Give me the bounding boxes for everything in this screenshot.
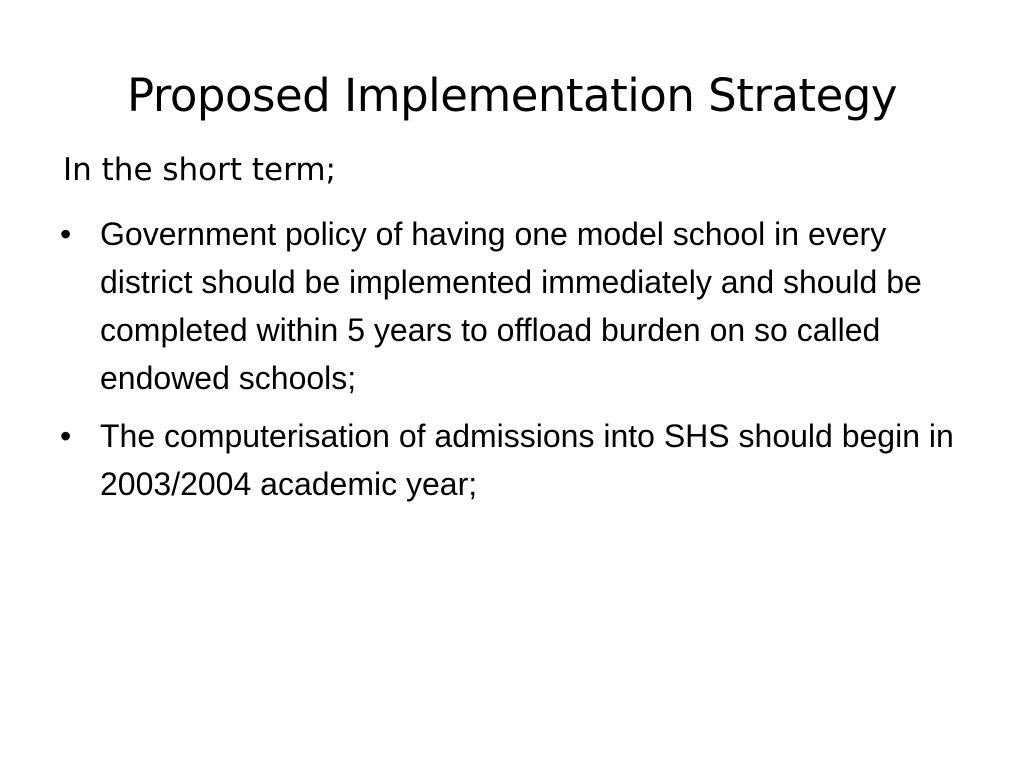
bullet-text: The computerisation of admissions into SHS should begin in 2003/2004 academic year; <box>100 418 954 502</box>
bullet-icon: • <box>60 216 72 252</box>
slide-subtitle: In the short term; <box>63 152 336 188</box>
bullet-item <box>60 412 960 508</box>
slide-title: Proposed Implementation Strategy <box>127 69 897 122</box>
bullet-item <box>60 210 960 402</box>
bullet-list <box>60 210 960 518</box>
bullet-text: Government policy of having one model school in every district should be implemented immediately and should be completed within 5 years to offload burden on so called endowed schools; <box>100 216 922 396</box>
bullet-icon: • <box>60 418 72 454</box>
